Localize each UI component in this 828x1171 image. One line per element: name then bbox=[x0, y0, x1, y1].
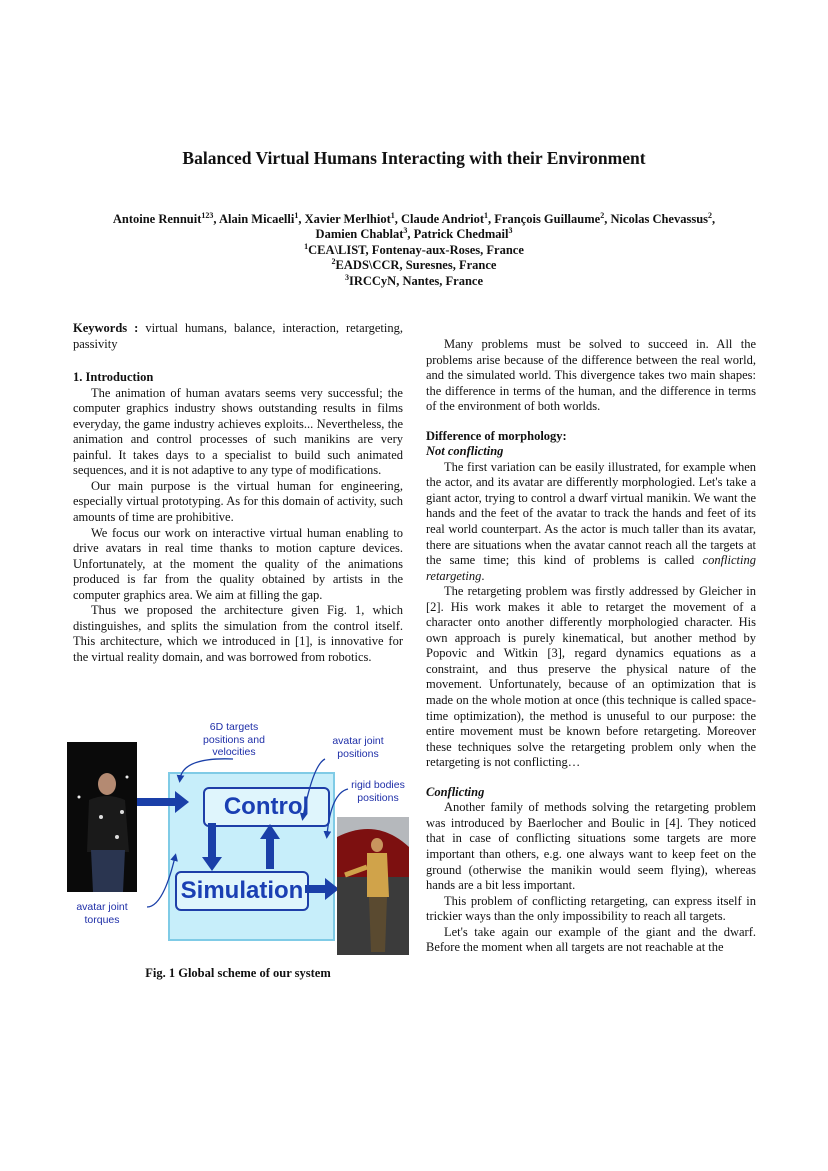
paragraph: The animation of human avatars seems very successful; the computer graphics industry shows outstanding results in films everyday, the game industry achieves exploits... Nevertheless, the animation and control processes of such manikins are very painful. It takes days to a specialist to build such animated sequences, and it is not adaptive to any type of modifications. bbox=[73, 385, 403, 478]
heading-difference-of-morphology: Difference of morphology: bbox=[426, 428, 567, 443]
label-avatar-joint-positions: avatar joint positions bbox=[332, 735, 384, 760]
paragraph: Let's take again our example of the giant and the dwarf. Before the moment when all targets are not reachable at the bbox=[426, 924, 756, 955]
figure-caption: Fig. 1 Global scheme of our system bbox=[145, 966, 331, 980]
label-rigid-bodies-positions: rigid bodies positions bbox=[351, 779, 405, 804]
affiliation-3: $^3$IRCCyN, Nantes, France bbox=[344, 272, 483, 288]
author-name: Alain Micaelli bbox=[218, 212, 295, 226]
author-name: Nicolas Chevassus bbox=[610, 212, 709, 226]
author-line-2: Damien Chablat$^3$, Patrick Chedmail$^3$ bbox=[315, 226, 513, 242]
author-name: François Guillaume bbox=[494, 212, 601, 226]
subheading-not-conflicting: Not conflicting bbox=[426, 444, 504, 459]
keywords: Keywords : virtual humans, balance, interaction, retargeting, passivity bbox=[73, 321, 404, 351]
author-name: Patrick Chedmail bbox=[413, 227, 509, 242]
figure-global-scheme bbox=[65, 717, 415, 967]
label-avatar-joint-torques: avatar joint torques bbox=[76, 901, 128, 926]
author-name: Claude Andriot bbox=[401, 212, 485, 226]
author-name: Xavier Merlhiot bbox=[304, 212, 391, 226]
section-heading-introduction: 1. Introduction bbox=[73, 370, 154, 385]
paragraph: The first variation can be easily illustrated, for example when the actor, and its avatar are differently morphologied. Let's take a giant actor, trying to control a dwarf virtual manikin. We want the hands and the feet of the avatar to track the hands and feet of its real world counterpart. As the actor is much taller than its avatar, there are situations when the avatar cannot reach all the targets at the same time; this kind of problems is called conflicting retargeting. bbox=[426, 459, 756, 583]
paragraph: We focus our work on interactive virtual human enabling to drive avatars in real time thanks to motion capture devices. Unfortunately, at the moment the quality of the animations produced is far from the quality obtained by artists in the computer graphics area. We aim at filling the gap. bbox=[73, 525, 403, 602]
paragraph: Many problems must be solved to succeed in. All the problems arise because of the difference between the real world, and the simulated world. This divergence takes two main shapes: the difference in terms of the human, and the difference in terms of the environment of both worlds. bbox=[426, 337, 756, 414]
avatar-render bbox=[337, 817, 409, 955]
right-column bbox=[426, 337, 756, 956]
paragraph: Thus we proposed the architecture given Fig. 1, which distinguishes, and splits the simulation from the control itself. This architecture, which we introduced in [1], is innovative for the virtual reality domain, and was borrowed from robotics. bbox=[73, 603, 403, 664]
paragraph: Our main purpose is the virtual human for engineering, especially virtual prototyping. As for this domain of activity, such amounts of time are prohibitive. bbox=[73, 478, 403, 525]
paragraph: This problem of conflicting retargeting, can express itself in trickier ways than the only impossibility to reach all targets. bbox=[426, 893, 756, 924]
affiliation-2: $^2$EADS\CCR, Suresnes, France bbox=[331, 257, 497, 273]
paragraph: The retargeting problem was firstly addressed by Gleicher in [2]. His work makes it able to retarget the movement of a character onto another differently morphologied character. His own approach is purely kinematical, but another method by Popovic and Witkin [3], regard dynamics equations as a constraint, and thus preserve the physical nature of the movement. Unfortunately, because of an optimization that is made on the whole motion at once (this technique is called space-time optimization), the method is unuseful to our purpose: the entire movement must be known before retargeting. Moreover these techniques solve the retargeting problem only when the retargeting is not conflicting… bbox=[426, 584, 756, 770]
control-block: Control bbox=[203, 787, 330, 827]
author-name: Damien Chablat bbox=[315, 227, 404, 242]
subheading-conflicting: Conflicting bbox=[426, 784, 485, 799]
author-name: Antoine Rennuit bbox=[112, 212, 202, 226]
author-line-1: Antoine Rennuit$^{123}$, Alain Micaelli$^1$, Xavier Merlhiot$^1$, Claude Andriot$^1$, François Guillaume$^2$, Nicolas Chevassus$^2$, bbox=[112, 210, 716, 226]
left-column bbox=[73, 321, 403, 665]
author-block bbox=[60, 212, 768, 289]
affiliation-1: $^1$CEA\LIST, Fontenay-aux-Roses, France bbox=[304, 241, 524, 257]
simulation-block: Simulation bbox=[175, 871, 309, 911]
paper-title: Balanced Virtual Humans Interacting with their Environment bbox=[182, 148, 646, 168]
label-6d-targets: 6D targets positions and velocities bbox=[203, 721, 265, 758]
paragraph: Another family of methods solving the retargeting problem was introduced by Baerlocher and Boulic in [4]. They noticed that in case of conflicting situations some targets are more important than others, e.g. one always want to keep feet on the ground (otherwise the manikin would seem flying), whereas hands are a bit less important. bbox=[426, 800, 756, 893]
